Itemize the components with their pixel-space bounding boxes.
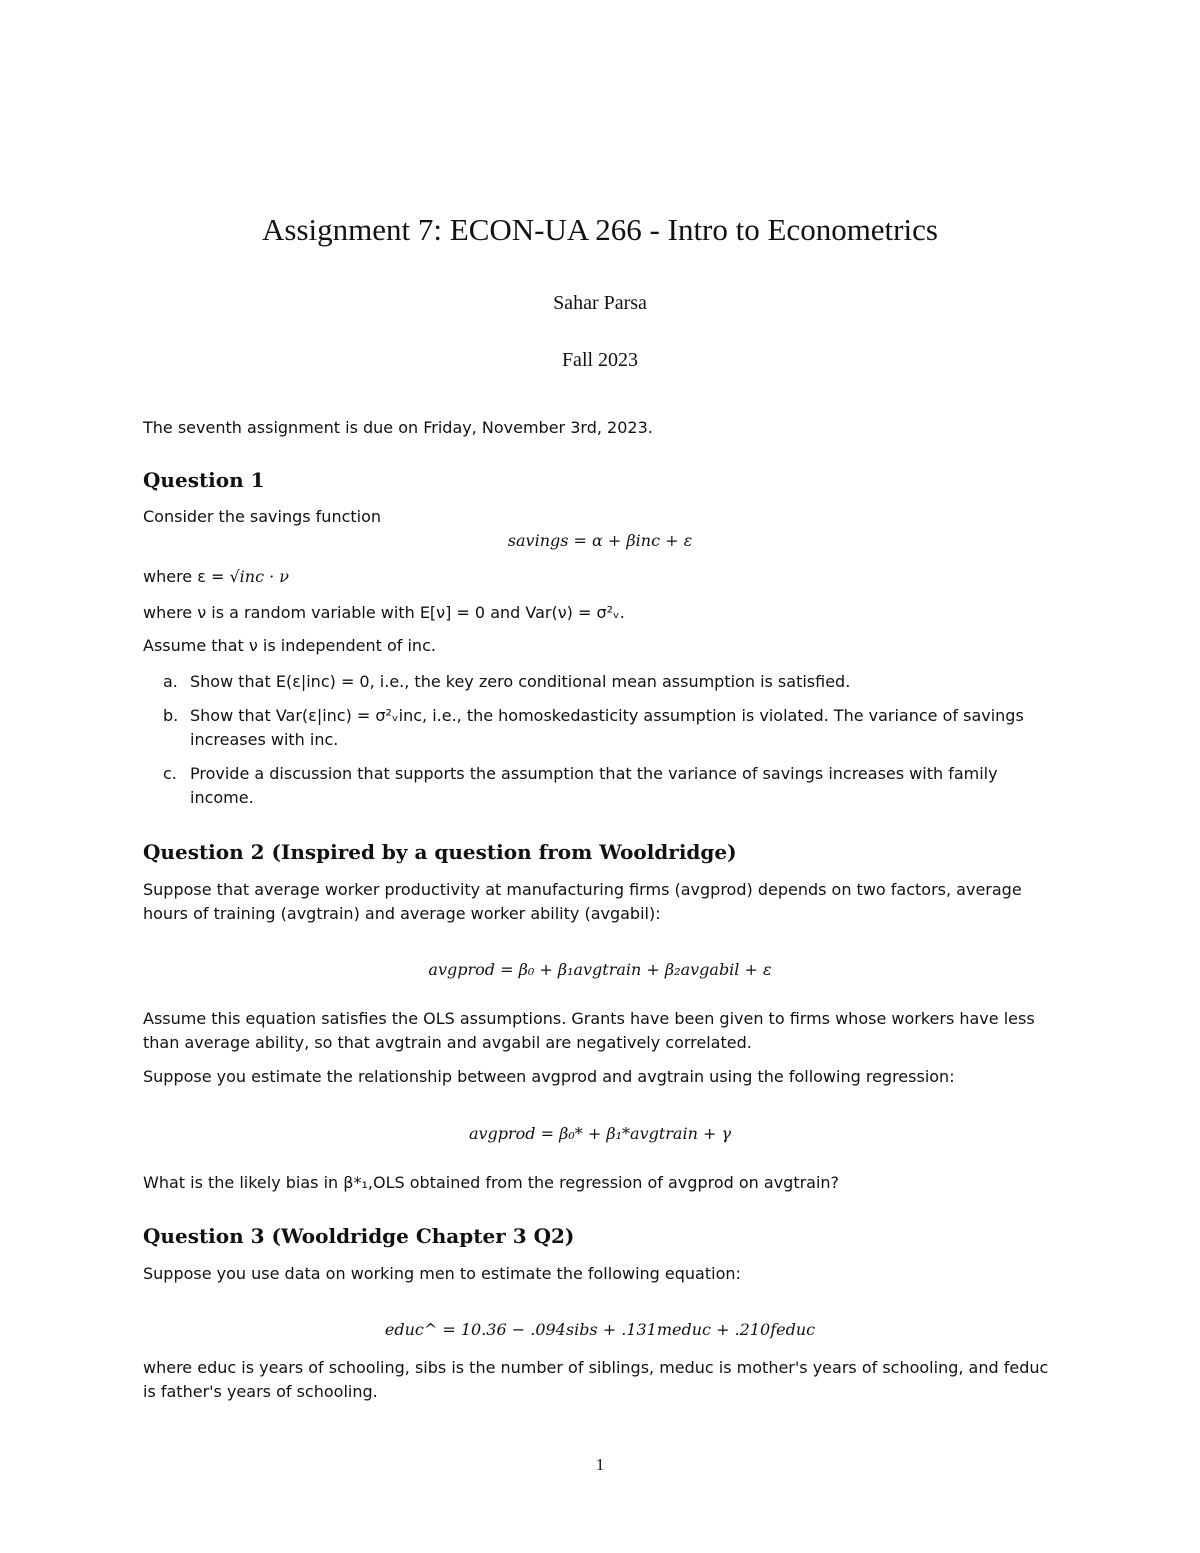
q2-para2: Assume this equation satisfies the OLS assumptions. Grants have been given to firms whose workers have less than average ability, so that avgtrain and avgabil are negatively correlated. [143,1009,1035,1052]
item-text: Show that E(ε|inc) = 0, i.e., the key zero conditional mean assumption is satisfied. [190,672,851,691]
item-text: Provide a discussion that supports the assumption that the variance of savings increases with family income. [190,764,998,807]
q2-heading: Question 2 (Inspired by a question from Wooldridge) [143,840,737,864]
item-marker: b. [163,706,179,725]
item-marker: c. [163,764,177,783]
list-item [143,762,1060,810]
q2-para3: Suppose you estimate the relationship between avgprod and avgtrain using the following regression: [143,1067,955,1086]
q1-line2-math: √inc · ν [229,567,290,586]
q1-line1: Consider the savings function [143,507,382,526]
page-number: 1 [595,1455,605,1474]
q1-line2 [143,565,1060,589]
q2-equation1: avgprod = β₀ + β₁avgtrain + β₂avgabil + ε [428,960,772,979]
author-name: Sahar Parsa [553,292,647,314]
q1-equation: savings = α + βinc + ε [507,531,693,550]
term-label: Fall 2023 [561,349,639,371]
q2-para1: Suppose that average worker productivity at manufacturing firms (avgprod) depends on two factors, average hours of training (avgtrain) and average worker ability (avgabil): [143,880,1022,923]
q1-heading: Question 1 [143,468,265,492]
intro-text: The seventh assignment is due on Friday, November 3rd, 2023. [143,418,653,437]
q3-equation: educ^ = 10.36 − .094sibs + .131meduc + .210feduc [384,1320,816,1339]
item-marker: a. [163,672,178,691]
q1-line3: where ν is a random variable with E[ν] = 0 and Var(ν) = σ²ᵥ. [143,603,625,622]
q3-heading: Question 3 (Wooldridge Chapter 3 Q2) [143,1224,575,1248]
q2-equation2: avgprod = β₀* + β₁*avgtrain + γ [468,1124,732,1143]
q2-para4: What is the likely bias in β*₁,OLS obtained from the regression of avgprod on avgtrain? [143,1173,840,1192]
q3-para1: Suppose you use data on working men to estimate the following equation: [143,1264,741,1283]
q1-line4: Assume that ν is independent of inc. [143,636,436,655]
item-text: Show that Var(ε|inc) = σ²ᵥinc, i.e., the homoskedasticity assumption is violated. The variance of savings increases with inc. [190,706,1024,749]
list-item [143,670,1060,694]
q1-items [143,670,1060,820]
q3-para2: where educ is years of schooling, sibs is the number of siblings, meduc is mother's years of schooling, and feduc is father's years of schooling. [143,1358,1049,1401]
q1-line2-prefix: where ε = [143,567,230,586]
page-title: Assignment 7: ECON-UA 266 - Intro to Econometrics [262,212,938,247]
list-item [143,704,1060,752]
